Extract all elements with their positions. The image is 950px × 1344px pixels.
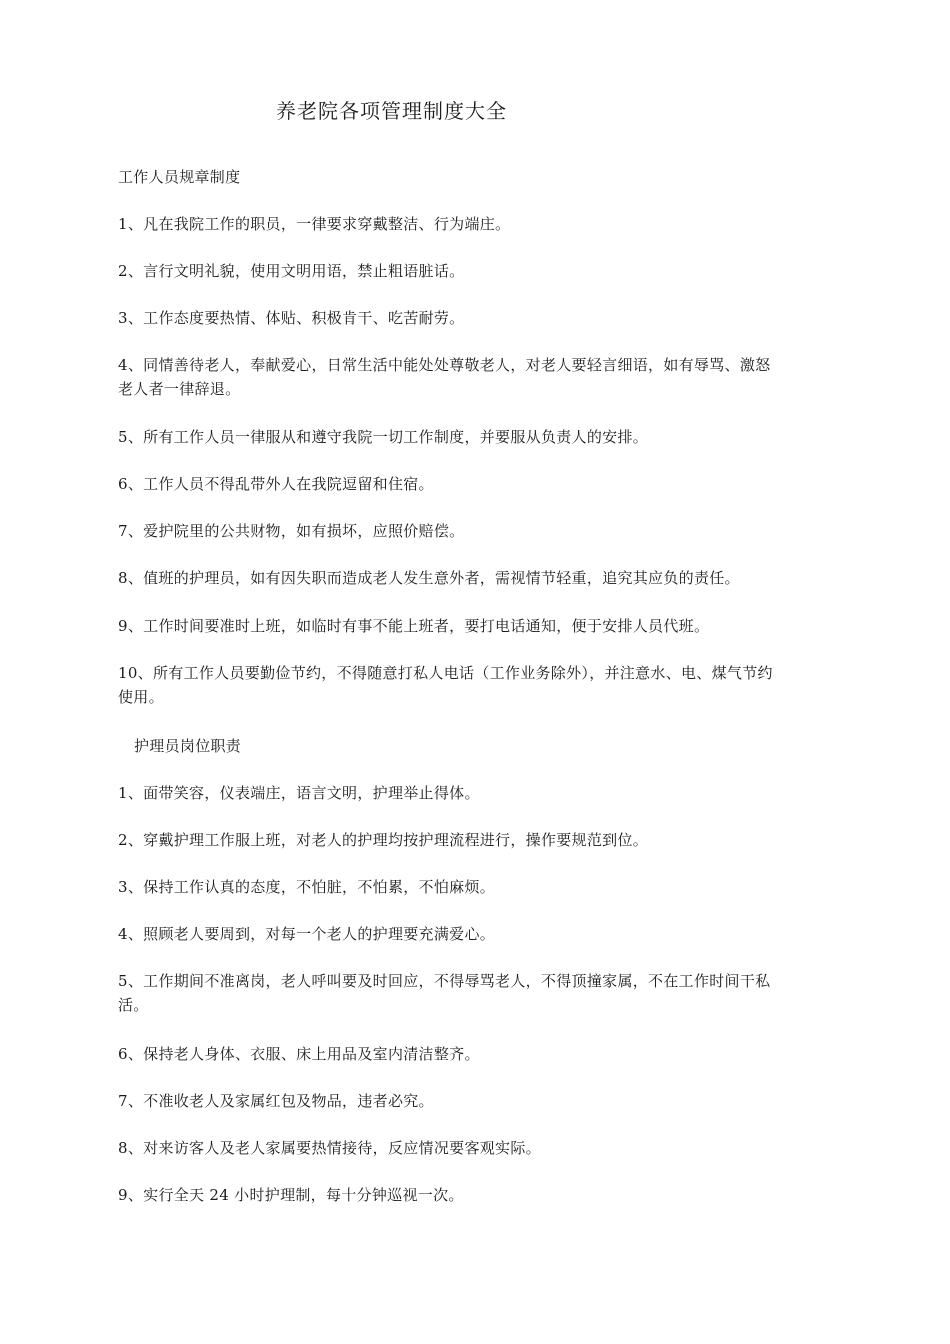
duty-item: 7、不准收老人及家属红包及物品，违者必究。: [118, 1092, 434, 1110]
duty-item: 9、实行全天 24 小时护理制，每十分钟巡视一次。: [118, 1186, 464, 1204]
rule-item: 6、工作人员不得乱带外人在我院逗留和住宿。: [118, 475, 434, 493]
rule-item: 1、凡在我院工作的职员，一律要求穿戴整洁、行为端庄。: [118, 215, 511, 233]
duty-item: 2、穿戴护理工作服上班，对老人的护理均按护理流程进行，操作要规范到位。: [118, 831, 649, 849]
duty-item: 6、保持老人身体、衣服、床上用品及室内清洁整齐。: [118, 1045, 480, 1063]
rule-item: 3、工作态度要热情、体贴、积极肯干、吃苦耐劳。: [118, 309, 465, 327]
duty-item: 8、对来访客人及老人家属要热情接待，反应情况要客观实际。: [118, 1139, 541, 1157]
duty-item-line: 活。: [118, 996, 149, 1014]
section-heading-staff-rules: 工作人员规章制度: [118, 168, 241, 186]
duty-item: 4、照顾老人要周到，对每一个老人的护理要充满爱心。: [118, 925, 496, 943]
rule-item: [118, 353, 838, 401]
duty-item: 3、保持工作认真的态度，不怕脏，不怕累，不怕麻烦。: [118, 878, 496, 896]
rule-item: 8、值班的护理员，如有因失职而造成老人发生意外者，需视情节轻重，追究其应负的责任。: [118, 569, 740, 587]
rule-item: 7、爱护院里的公共财物，如有损坏，应照价赔偿。: [118, 522, 465, 540]
rule-item-line: 老人者一律辞退。: [118, 380, 241, 398]
duty-item: [118, 969, 838, 1017]
rule-item-line: 使用。: [118, 688, 164, 706]
duty-item-line: 5、工作期间不准离岗，老人呼叫要及时回应，不得辱骂老人，不得顶撞家属，不在工作时间干私: [118, 972, 771, 990]
duty-item: 1、面带笑容，仪表端庄，语言文明，护理举止得体。: [118, 784, 480, 802]
rule-item: 2、言行文明礼貌，使用文明用语，禁止粗语脏话。: [118, 262, 465, 280]
rule-item: [118, 661, 838, 709]
document-title: 养老院各项管理制度大全: [276, 99, 507, 123]
section-heading-caregiver-duties: 护理员岗位职责: [134, 737, 242, 755]
rule-item-line: 4、同情善待老人，奉献爱心，日常生活中能处处尊敬老人，对老人要轻言细语，如有辱骂、激怒: [118, 356, 771, 374]
rule-item: 5、所有工作人员一律服从和遵守我院一切工作制度，并要服从负责人的安排。: [118, 428, 649, 446]
rule-item: 9、工作时间要准时上班，如临时有事不能上班者，要打电话通知，便于安排人员代班。: [118, 617, 710, 635]
rule-item-line: 10、所有工作人员要勤俭节约，不得随意打私人电话（工作业务除外），并注意水、电、煤气节约: [118, 664, 773, 682]
